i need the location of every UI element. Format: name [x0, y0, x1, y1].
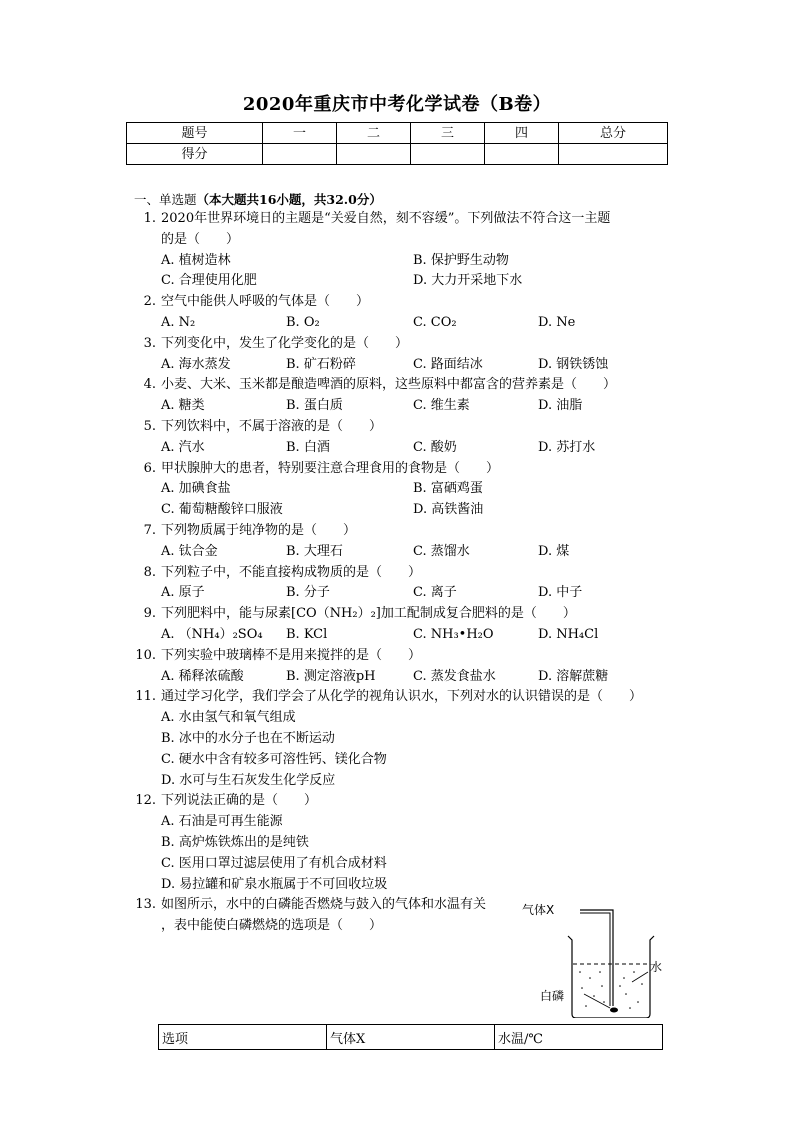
- answer-option[interactable]: A. 汽水: [161, 439, 205, 455]
- options-row: [161, 500, 671, 521]
- answer-option[interactable]: A. 糖类: [161, 398, 205, 414]
- question-6: [132, 459, 672, 521]
- score-header-cell: 四: [485, 123, 559, 144]
- options-row: [161, 708, 671, 729]
- question-text: 下列物质属于纯净物的是（ ）: [161, 523, 357, 538]
- score-header-cell: 二: [337, 123, 411, 144]
- options-table-header-row: [159, 1025, 663, 1050]
- answer-option[interactable]: A. 海水蒸发: [161, 356, 231, 372]
- question-11: [132, 687, 672, 791]
- answer-option[interactable]: A. （NH₄）₂SO₄: [161, 626, 263, 642]
- question-number: 8.: [143, 564, 156, 580]
- water-pattern: [579, 971, 643, 1009]
- options-row: [161, 313, 671, 334]
- score-table-header-row: [127, 123, 668, 144]
- answer-option[interactable]: C. 离子: [413, 585, 457, 601]
- score-header-cell: 三: [411, 123, 485, 144]
- gas-tube-inner: [580, 913, 610, 1006]
- answer-option[interactable]: C. 蒸发食盐水: [413, 668, 496, 684]
- question-number: 5.: [143, 419, 156, 434]
- score-table-score-row: [127, 144, 668, 165]
- score-header-cell: 题号: [127, 123, 263, 144]
- question-number: 4.: [143, 377, 156, 393]
- question-8: [132, 563, 672, 605]
- options-header-cell: 水温/℃: [495, 1025, 663, 1050]
- question-10: [132, 646, 672, 688]
- answer-option[interactable]: B. 矿石粉碎: [286, 356, 356, 372]
- question-number: 3.: [143, 335, 156, 351]
- phosphorus-label: 白磷: [540, 989, 565, 1003]
- options-header-cell: 气体X: [327, 1025, 495, 1050]
- answer-option[interactable]: B. 保护野生动物: [413, 252, 509, 268]
- options-row: [161, 667, 671, 688]
- answer-option[interactable]: A. 水由氢气和氧气组成: [161, 710, 296, 726]
- answer-option[interactable]: B. 大理石: [286, 543, 343, 559]
- score-cell[interactable]: [337, 144, 411, 165]
- answer-option[interactable]: B. 测定溶液pH: [286, 668, 376, 684]
- question-number: 6.: [143, 460, 156, 476]
- options-row: [161, 438, 671, 459]
- beaker-outline: [568, 936, 654, 1018]
- options-row: [161, 812, 671, 833]
- question-9: [132, 604, 672, 646]
- answer-option[interactable]: B. 富硒鸡蛋: [413, 481, 483, 497]
- score-row-label: 得分: [127, 144, 263, 165]
- gas-tube: [580, 910, 613, 1006]
- answer-option[interactable]: C. 蒸馏水: [413, 543, 470, 559]
- answer-option[interactable]: B. 分子: [286, 585, 330, 601]
- question-text: 空气中能供人呼吸的气体是（ ）: [161, 294, 370, 310]
- question-text: 如图所示，水中的白磷能否燃烧与鼓入的气体和水温有关: [161, 897, 487, 913]
- section-detail: （本大题共16小题，共32.0分）: [196, 192, 382, 207]
- answer-option[interactable]: B. 高炉炼铁炼出的是纯铁: [161, 834, 309, 850]
- options-row: [161, 729, 671, 750]
- answer-option[interactable]: C. 维生素: [413, 398, 470, 414]
- answer-option[interactable]: B. O₂: [286, 314, 320, 330]
- section-title: 一、单选题: [134, 192, 197, 207]
- options-row: [161, 771, 671, 792]
- options-row: [161, 355, 671, 376]
- answer-option[interactable]: C. 酸奶: [413, 439, 457, 455]
- options-row: [161, 875, 671, 896]
- question-text-continued: 的是（ ）: [161, 231, 240, 247]
- question-1: [132, 209, 672, 292]
- answer-option[interactable]: D. 苏打水: [538, 439, 596, 455]
- options-row: [161, 271, 671, 292]
- page-title: 2020年重庆市中考化学试卷（B卷）: [242, 94, 552, 115]
- question-text: 通过学习化学，我们学会了从化学的视角认识水，下列对水的认识错误的是（ ）: [161, 689, 643, 705]
- question-number: 7.: [143, 523, 156, 538]
- answer-option[interactable]: A. 石油是可再生能源: [161, 814, 283, 830]
- answer-option[interactable]: C. 硬水中含有较多可溶性钙、镁化合物: [161, 751, 387, 767]
- question-text: 下列变化中，发生了化学变化的是（ ）: [161, 335, 409, 351]
- answer-option[interactable]: C. 医用口罩过滤层使用了有机合成材料: [161, 855, 387, 871]
- question-number: 9.: [143, 606, 156, 622]
- answer-option[interactable]: D. 高铁酱油: [413, 502, 484, 518]
- options-row: [161, 396, 671, 417]
- answer-option[interactable]: C. 路面结冰: [413, 356, 483, 372]
- score-header-cell: 一: [263, 123, 337, 144]
- question-text: 甲状腺肿大的患者，特别要注意合理食用的食物是（ ）: [161, 460, 500, 476]
- options-row: [161, 479, 671, 500]
- question-2: [132, 292, 672, 334]
- score-cell[interactable]: [559, 144, 668, 165]
- question-number: 2.: [143, 294, 156, 310]
- answer-option[interactable]: D. 大力开采地下水: [413, 273, 523, 289]
- question-text: 小麦、大米、玉米都是酿造啤酒的原料，这些原料中都富含的营养素是（ ）: [161, 377, 617, 393]
- answer-option[interactable]: B. 冰中的水分子也在不断运动: [161, 730, 335, 746]
- question-text: 下列肥料中，能与尿素[CO（NH₂）₂]加工配制成复合肥料的是（ ）: [161, 606, 576, 622]
- question-7: [132, 521, 672, 563]
- question-5: [132, 417, 672, 459]
- question-text: 下列实验中玻璃棒不是用来搅拌的是（ ）: [161, 647, 422, 663]
- water-label: 水: [650, 960, 663, 974]
- score-table: [126, 122, 668, 165]
- answer-options-table: [158, 1024, 663, 1050]
- phosphorus-piece: [610, 1008, 618, 1013]
- options-row: [161, 854, 671, 875]
- question-text: 下列说法正确的是（ ）: [161, 793, 318, 809]
- answer-option[interactable]: D. 煤: [538, 543, 570, 559]
- answer-option[interactable]: B. 白酒: [286, 439, 330, 455]
- question-text: 下列粒子中，不能直接构成物质的是（ ）: [161, 564, 422, 580]
- score-header-cell: 总分: [559, 123, 668, 144]
- answer-option[interactable]: D. Ne: [538, 314, 576, 330]
- answer-option[interactable]: A. 稀释浓硫酸: [161, 668, 244, 684]
- answer-option[interactable]: D. NH₄Cl: [538, 626, 599, 642]
- answer-option[interactable]: A. 钛合金: [161, 543, 218, 559]
- question-number: 10.: [135, 647, 156, 663]
- answer-option[interactable]: D. 钢铁锈蚀: [538, 356, 609, 372]
- answer-option[interactable]: D. 溶解蔗糖: [538, 668, 609, 684]
- question-12: [132, 791, 672, 895]
- answer-option[interactable]: B. KCl: [286, 626, 328, 642]
- phosphorus-leader: [584, 994, 610, 1008]
- answer-option[interactable]: C. NH₃•H₂O: [413, 626, 494, 642]
- question-number: 12.: [135, 793, 156, 809]
- question-number: 11.: [135, 689, 156, 705]
- score-cell[interactable]: [263, 144, 337, 165]
- answer-option[interactable]: A. N₂: [161, 314, 196, 330]
- answer-option[interactable]: B. 蛋白质: [286, 398, 343, 414]
- options-row: [161, 251, 671, 272]
- answer-option[interactable]: D. 水可与生石灰发生化学反应: [161, 772, 336, 788]
- answer-option[interactable]: A. 加碘食盐: [161, 481, 231, 497]
- question-text: 2020年世界环境日的主题是“关爱自然，刻不容缓”。下列做法不符合这一主题: [161, 211, 611, 226]
- options-row: [161, 542, 671, 563]
- answer-option[interactable]: C. 合理使用化肥: [161, 273, 257, 289]
- options-row: [161, 625, 671, 646]
- options-row: [161, 583, 671, 604]
- answer-option[interactable]: D. 油脂: [538, 398, 583, 414]
- water-leader: [632, 972, 648, 982]
- score-cell[interactable]: [485, 144, 559, 165]
- question-3: [132, 334, 672, 376]
- answer-option[interactable]: A. 植树造林: [161, 252, 231, 268]
- options-row: [161, 833, 671, 854]
- options-row: [161, 750, 671, 771]
- answer-option[interactable]: D. 中子: [538, 585, 583, 601]
- gas-label: 气体X: [522, 903, 555, 917]
- options-header-cell: 选项: [159, 1025, 327, 1050]
- question-number: 1.: [143, 211, 156, 226]
- answer-option[interactable]: C. 葡萄糖酸锌口服液: [161, 502, 283, 518]
- answer-option[interactable]: C. CO₂: [413, 314, 457, 330]
- question-4: [132, 375, 672, 417]
- score-cell[interactable]: [411, 144, 485, 165]
- section-heading: [134, 190, 382, 208]
- question-number: 13.: [135, 897, 156, 913]
- answer-option[interactable]: D. 易拉罐和矿泉水瓶属于不可回收垃圾: [161, 876, 388, 892]
- question-text-continued: ，表中能使白磷燃烧的选项是（ ）: [161, 918, 383, 934]
- answer-option[interactable]: A. 原子: [161, 585, 205, 601]
- question-text: 下列饮料中，不属于溶液的是（ ）: [161, 419, 383, 434]
- beaker-figure: [520, 898, 670, 1018]
